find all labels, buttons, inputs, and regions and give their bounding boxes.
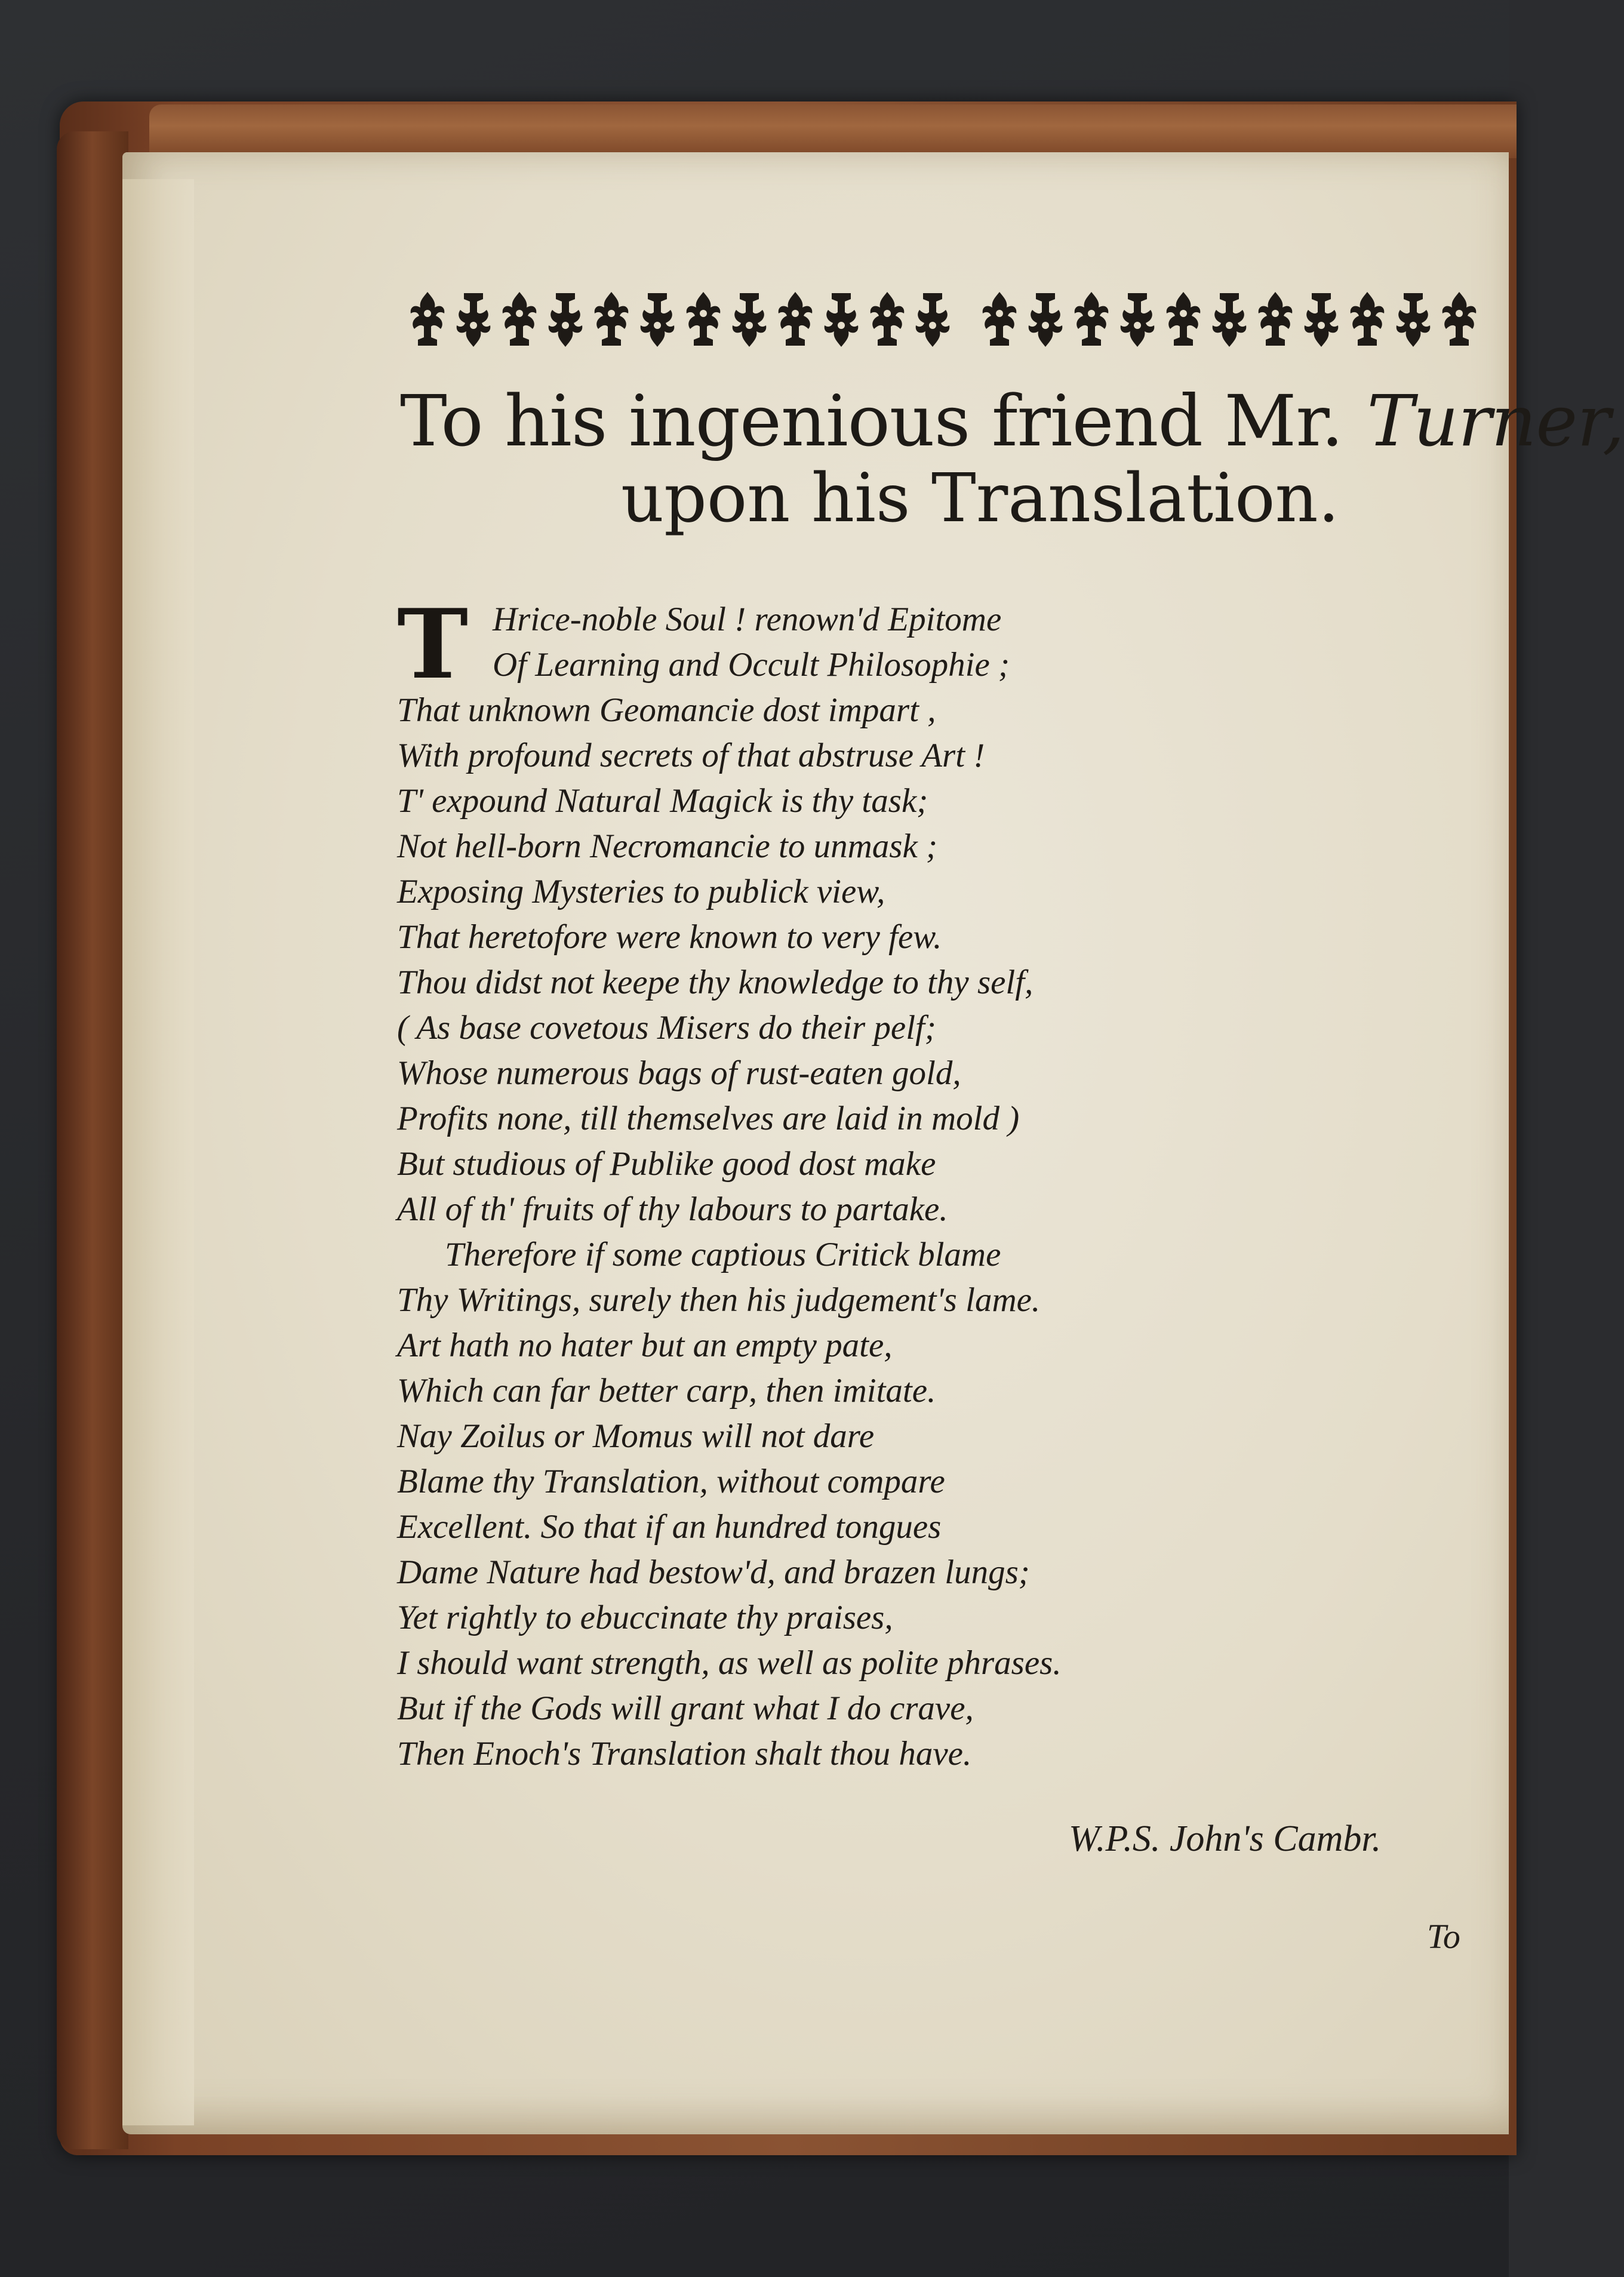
- poem-line: Thy Writings, surely then his judgement's lame.: [397, 1281, 1041, 1319]
- poem-line: With profound secrets of that abstruse Art !: [397, 737, 985, 774]
- fleuron-ornament-icon: [406, 290, 449, 349]
- fleuron-ornament-icon: [1116, 290, 1159, 349]
- poem-line: Thou didst not keepe thy knowledge to thy self,: [397, 964, 1034, 1001]
- title-line-2: upon his Translation.: [621, 460, 1340, 537]
- fleuron-ornament-icon: [1162, 290, 1205, 349]
- title-prefix: To his ingenious friend Mr.: [400, 380, 1343, 462]
- fleuron-ornament-icon: [774, 290, 817, 349]
- poem-line: That heretofore were known to very few.: [397, 918, 942, 956]
- binding-spine: [57, 131, 128, 2149]
- title-line-1: [400, 380, 1624, 462]
- fleuron-ornament-icon: [911, 290, 954, 349]
- poem-line: Whose numerous bags of rust-eaten gold,: [397, 1054, 961, 1092]
- fleuron-ornament-icon: [1300, 290, 1343, 349]
- poem-line: I should want strength, as well as polite phrases.: [397, 1644, 1062, 1682]
- poem-line: Of Learning and Occult Philosophie ;: [493, 646, 1010, 684]
- fleuron-ornament-icon: [978, 290, 1021, 349]
- signature: W.P.S. John's Cambr.: [1069, 1818, 1382, 1859]
- poem-line: Blame thy Translation, without compare: [397, 1463, 945, 1500]
- fleuron-ornament-icon: [1070, 290, 1113, 349]
- poem-line: Exposing Mysteries to publick view,: [397, 873, 885, 910]
- poem-line: ( As base covetous Misers do their pelf;: [397, 1009, 936, 1047]
- fleuron-ornament-icon: [636, 290, 679, 349]
- fleuron-ornament-icon: [1208, 290, 1251, 349]
- fleuron-ornament-icon: [1346, 290, 1389, 349]
- poem-line: But if the Gods will grant what I do crave,: [397, 1690, 974, 1727]
- poem-line: Which can far better carp, then imitate.: [397, 1372, 936, 1410]
- page-gutter: [122, 179, 194, 2125]
- poem-line: That unknown Geomancie dost impart ,: [397, 691, 936, 729]
- page-title: [400, 380, 1624, 537]
- binding-top-edge: [149, 104, 1517, 158]
- fleuron-ornament-icon: [498, 290, 541, 349]
- fleuron-ornament-icon: [1392, 290, 1435, 349]
- poem-line: Yet rightly to ebuccinate thy praises,: [397, 1599, 893, 1636]
- fleuron-ornament-icon: [1024, 290, 1067, 349]
- printer-ornament-band: [406, 287, 1481, 352]
- title-name: Turner,: [1367, 380, 1624, 462]
- poem-line: Nay Zoilus or Momus will not dare: [397, 1417, 875, 1455]
- fleuron-ornament-icon: [452, 290, 495, 349]
- fleuron-ornament-icon: [682, 290, 725, 349]
- poem-line: All of th' fruits of thy labours to partake.: [397, 1190, 948, 1228]
- poem-line: T' expound Natural Magick is thy task;: [397, 782, 928, 820]
- catchword: To: [1427, 1917, 1460, 1956]
- poem-line: Excellent. So that if an hundred tongues: [397, 1508, 942, 1546]
- poem-line: Hrice-noble Soul ! renown'd Epitome: [493, 601, 1002, 638]
- poem-line: Not hell-born Necromancie to unmask ;: [397, 827, 937, 865]
- fleuron-ornament-icon: [1438, 290, 1481, 349]
- drop-cap: T: [397, 588, 469, 700]
- fleuron-ornament-icon: [590, 290, 633, 349]
- poem-line: Therefore if some captious Critick blame: [445, 1236, 1001, 1273]
- poem-line: Then Enoch's Translation shalt thou have.: [397, 1735, 972, 1773]
- fleuron-ornament-icon: [544, 290, 587, 349]
- poem: [397, 588, 1293, 1777]
- fleuron-ornament-icon: [1254, 290, 1297, 349]
- fleuron-ornament-icon: [820, 290, 863, 349]
- fleuron-ornament-icon: [728, 290, 771, 349]
- poem-line: Dame Nature had bestow'd, and brazen lungs;: [397, 1553, 1030, 1591]
- poem-line: But studious of Publike good dost make: [397, 1145, 936, 1183]
- poem-line: Art hath no hater but an empty pate,: [397, 1327, 893, 1364]
- poem-line: Profits none, till themselves are laid in mold ): [397, 1100, 1020, 1137]
- fleuron-ornament-icon: [866, 290, 909, 349]
